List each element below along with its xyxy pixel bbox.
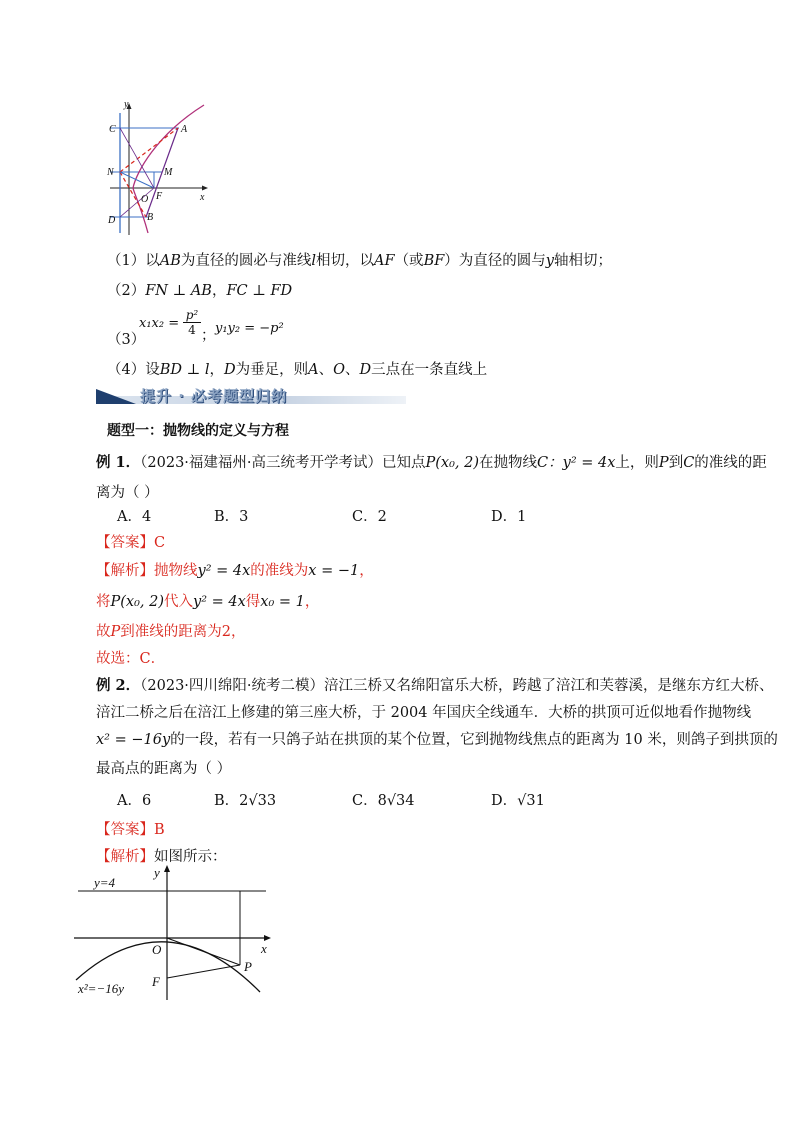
ex1-analysis-line4: 故选：C． bbox=[96, 651, 166, 667]
property-1: （1）以AB为直径的圆必与准线l相切，以AF（或BF）为直径的圆与y轴相切； bbox=[107, 253, 612, 269]
ex2-option-d: D．√31 bbox=[491, 793, 545, 809]
example-2-stem-line1: 例 2．（2023·四川绵阳·统考二模）涪江三桥又名绵阳富乐大桥，跨越了涪江和芙蓉溪，是继东方红大桥、 bbox=[96, 677, 774, 694]
label-F: F bbox=[156, 191, 163, 202]
label-N: N bbox=[107, 167, 114, 178]
banner-title: 提升 · 必考题型归纳 bbox=[140, 387, 288, 405]
ex2-option-c: C．8√34 bbox=[352, 793, 415, 809]
segment-OP bbox=[167, 938, 240, 965]
ex1-option-a: A．4 bbox=[117, 509, 152, 525]
label-D: D bbox=[108, 215, 116, 226]
label-F: F bbox=[152, 974, 160, 989]
label-C: C bbox=[109, 124, 116, 135]
label-y: y bbox=[124, 99, 129, 110]
label-curve: x²=−16y bbox=[78, 981, 124, 996]
label-x: x bbox=[200, 192, 205, 203]
banner-triangle-icon bbox=[96, 389, 136, 404]
example-2-stem-line3: x² = −16y的一段，若有一只鸽子站在拱顶的某个位置，它到抛物线焦点的距离为 10 米，则鸽子到拱顶的 bbox=[96, 732, 778, 748]
ex2-option-a: A．6 bbox=[117, 793, 152, 809]
y-axis-arrow-icon bbox=[164, 865, 170, 872]
label-B: B bbox=[147, 212, 154, 223]
example-1-stem-line1: 例 1．（2023·福建福州·高三统考开学考试）已知点P(x₀, 2)在抛物线C：y² = 4x上，则P到C的准线的距 bbox=[96, 454, 767, 471]
label-O: O bbox=[152, 942, 162, 957]
ex1-option-c: C．2 bbox=[352, 509, 387, 525]
ex1-answer: 【答案】C bbox=[96, 535, 166, 551]
label-A: A bbox=[181, 124, 188, 135]
label-P: P bbox=[244, 959, 252, 974]
ex1-analysis-line1: 【解析】抛物线y² = 4x的准线为x = −1， bbox=[96, 563, 374, 579]
label-x-axis: x bbox=[261, 941, 267, 956]
line-CF bbox=[120, 128, 154, 188]
ex1-option-b: B．3 bbox=[214, 509, 249, 525]
label-directrix: y=4 bbox=[94, 875, 116, 890]
segment-FP bbox=[167, 965, 240, 978]
ex2-option-b: B．2√33 bbox=[214, 793, 277, 809]
ex1-analysis-line2: 将P(x₀, 2)代入y² = 4x得x₀ = 1， bbox=[96, 594, 320, 610]
label-M: M bbox=[164, 167, 173, 178]
label-O: O bbox=[141, 194, 149, 205]
example-1-stem-line2: 离为（ ） bbox=[96, 485, 159, 501]
figure-bridge-parabola bbox=[70, 862, 285, 1002]
section-banner bbox=[96, 387, 406, 407]
figure-parabola-focal-chord bbox=[96, 95, 231, 240]
ex1-analysis-line3: 故P到准线的距离为2， bbox=[96, 624, 246, 640]
ex2-analysis: 【解析】如图所示： bbox=[96, 849, 227, 865]
fraction-p2-over-4: p² 4 bbox=[183, 308, 201, 337]
property-4: （4）设BD ⊥ l，D为垂足，则A、O、D三点在一条直线上 bbox=[107, 362, 488, 378]
ex1-option-d: D．1 bbox=[491, 509, 527, 525]
label-y-axis: y bbox=[154, 865, 160, 880]
section-title: 题型一：抛物线的定义与方程 bbox=[107, 423, 289, 439]
example-2-stem-line2: 涪江二桥之后在涪江上修建的第三座大桥，于 2004 年国庆全线通车．大桥的拱顶可近似地看作抛物线 bbox=[96, 705, 752, 721]
example-2-stem-line4: 最高点的距离为（ ） bbox=[96, 761, 232, 777]
property-2: （2）FN ⊥ AB，FC ⊥ FD bbox=[107, 283, 293, 299]
x-axis-arrow-icon bbox=[202, 186, 208, 191]
ex2-answer: 【答案】B bbox=[96, 822, 165, 838]
